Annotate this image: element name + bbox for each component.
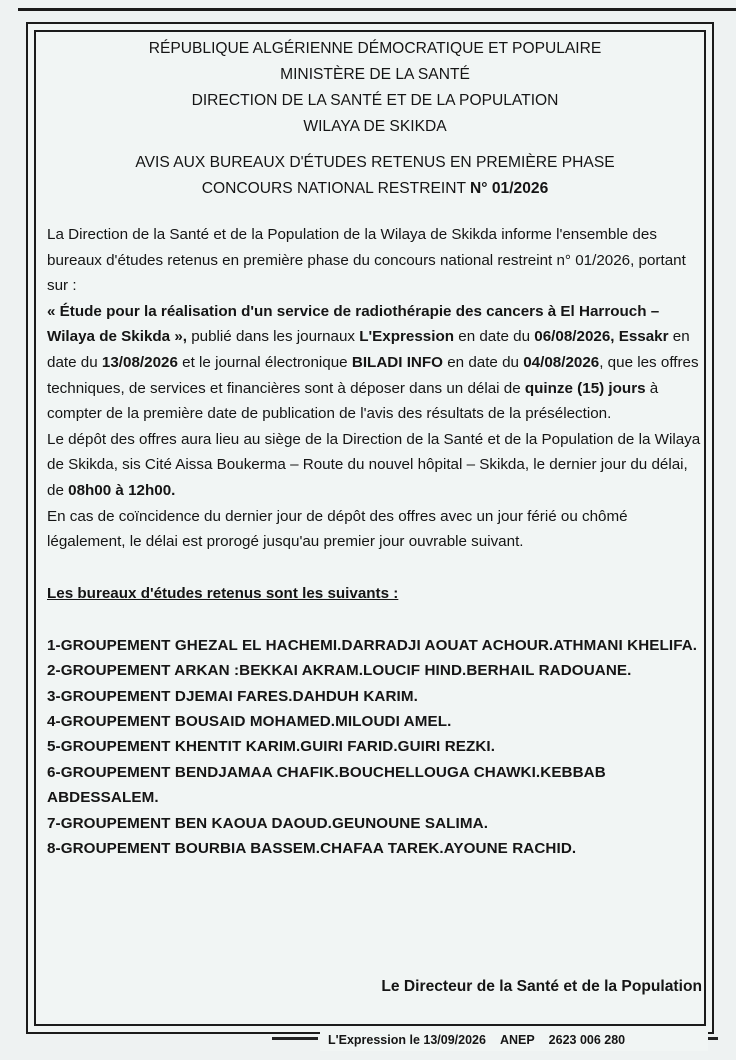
title-number: N° 01/2026 [470, 180, 549, 197]
header-republic: RÉPUBLIQUE ALGÉRIENNE DÉMOCRATIQUE ET POPULAIRE [148, 40, 602, 57]
body-paragraph-2 [47, 427, 703, 504]
p1-intro: La Direction de la Santé et de la Population de la Wilaya de Skikda informe l'ensemble des bureaux d'études retenus en première phase du concours national restreint n° 01/2026, portant sur : [47, 226, 686, 295]
footer-agency: ANEP [499, 1033, 535, 1047]
groups-list [47, 633, 703, 862]
header-wilaya: WILAYA DE SKIKDA [303, 118, 447, 135]
list-item: 6-GROUPEMENT BENDJAMAA CHAFIK.BOUCHELLOUGA CHAWKI.KEBBAB ABDESSALEM. [47, 763, 606, 807]
footer-reference: 2623 006 280 [548, 1033, 626, 1047]
deposit-hours: 08h00 à 12h00. [68, 481, 176, 499]
notice-content [47, 36, 703, 861]
footer-rule-left [272, 1037, 318, 1040]
p1-text-e: et le journal électronique [177, 353, 352, 371]
date-3: 04/08/2026 [523, 353, 600, 371]
title-line1: AVIS AUX BUREAUX D'ÉTUDES RETENUS EN PREMIÈRE PHASE [135, 154, 615, 171]
project-title: « Étude pour la réalisation d'un service de radiothérapie des cancers à El Harrouch – Wilaya de Skikda », [47, 302, 660, 346]
header-block [47, 36, 703, 140]
list-heading: Les bureaux d'études retenus sont les suivants : [47, 584, 399, 602]
signature: Le Directeur de la Santé et de la Population [381, 978, 702, 995]
list-item: 2-GROUPEMENT ARKAN :BEKKAI AKRAM.LOUCIF HIND.BERHAIL RADOUANE. [47, 662, 632, 680]
title-line2 [47, 176, 703, 202]
p1-text-f: en date du [442, 353, 524, 371]
list-item: 7-GROUPEMENT BEN KAOUA DAOUD.GEUNOUNE SALIMA. [47, 814, 489, 832]
list-item: 5-GROUPEMENT KHENTIT KARIM.GUIRI FARID.GUIRI REZKI. [47, 738, 496, 756]
journal-1: L'Expression [359, 328, 455, 346]
top-rule [18, 8, 736, 11]
date-2: 13/08/2026 [101, 353, 178, 371]
body-paragraph-1 [47, 222, 703, 427]
p2-text: Le dépôt des offres aura lieu au siège de la Direction de la Santé et de la Population de la Wilaya de Skikda, sis Cité Aissa Boukerma – Route du nouvel hôpital – Skikda, le dernier jour du délai, de [47, 430, 701, 499]
list-item: 3-GROUPEMENT DJEMAI FARES.DAHDUH KARIM. [47, 687, 418, 705]
p1-text-b: publié dans les journaux [187, 328, 360, 346]
body-paragraph-3: En cas de coïncidence du dernier jour de dépôt des offres avec un jour férié ou chômé légalement, le délai est prorogé jusqu'au premier jour ouvrable suivant. [47, 507, 628, 551]
footer [320, 1029, 708, 1051]
list-item: 4-GROUPEMENT BOUSAID MOHAMED.MILOUDI AMEL. [47, 712, 452, 730]
header-direction: DIRECTION DE LA SANTÉ ET DE LA POPULATION [191, 92, 559, 109]
footer-source: L'Expression le 13/09/2026 [328, 1033, 486, 1047]
p1-text-h: à compter de la première date de publication de l'avis des résultats de la présélection. [47, 379, 659, 423]
p1-text-d: en date du [47, 328, 690, 371]
list-item: 1-GROUPEMENT GHEZAL EL HACHEMI.DARRADJI AOUAT ACHOUR.ATHMANI KHELIFA. [47, 636, 698, 654]
title-prefix: CONCOURS NATIONAL RESTREINT [201, 180, 471, 197]
list-item: 8-GROUPEMENT BOURBIA BASSEM.CHAFAA TAREK.AYOUNE RACHID. [47, 839, 577, 857]
title-block [47, 150, 703, 202]
header-ministry: MINISTÈRE DE LA SANTÉ [280, 66, 470, 83]
p1-text-g: , que les offres techniques, de services et financières sont à déposer dans un délai de [47, 353, 699, 397]
journal-3: BILADI INFO [351, 353, 443, 371]
date-1: 06/08/2026, Essakr [534, 328, 669, 346]
delay: quinze (15) jours [524, 379, 646, 397]
p1-text-c: en date du [454, 328, 535, 346]
